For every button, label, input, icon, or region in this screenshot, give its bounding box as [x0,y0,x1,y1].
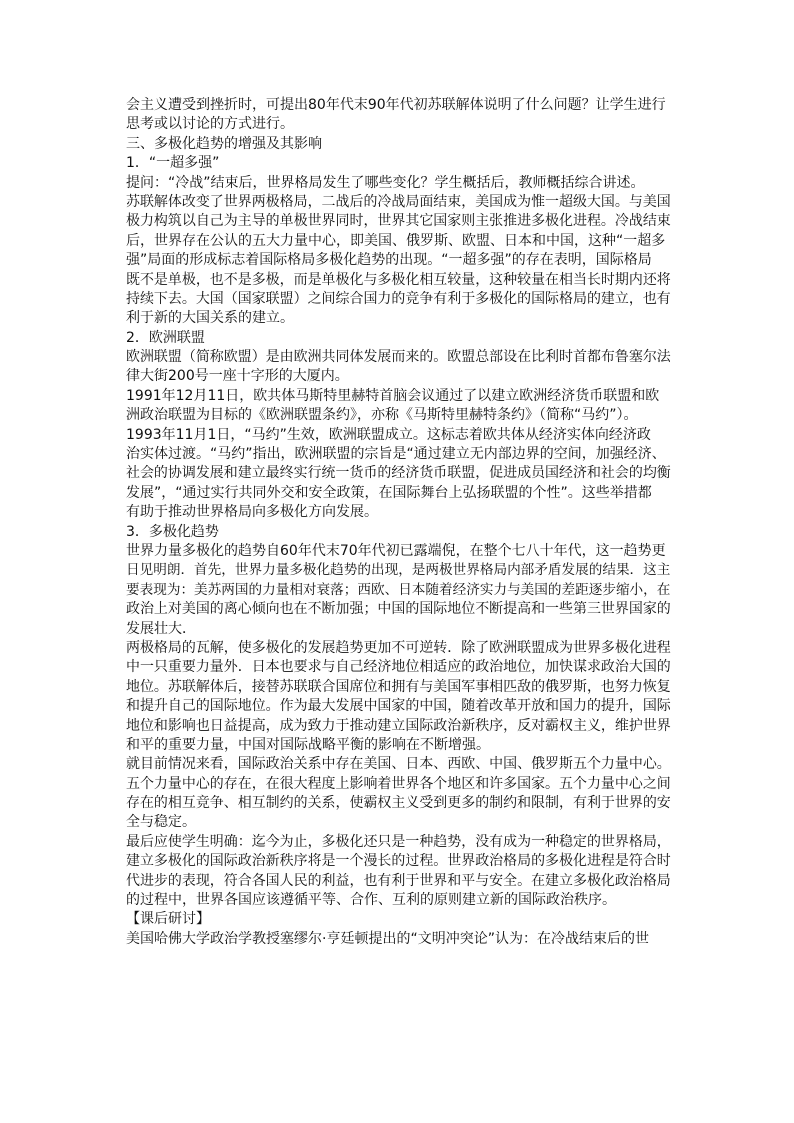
text-line: 律大街200号一座十字形的大厦内。 [126,368,349,385]
text-line: 既不是单极，也不是多极，而是单极化与多极化相互较量，这种较量在相当长时期内还将 [126,271,671,288]
text-line: 全与稳定。 [126,814,196,831]
text-line: 代进步的表现，符合各国人民的利益，也有利于世界和平与安全。在建立多极化政治格局 [126,872,671,889]
text-line: 两极格局的瓦解，使多极化的发展趋势更加不可逆转．除了欧洲联盟成为世界多极化进程 [126,639,671,656]
text-line: 三、多极化趋势的增强及其影响 [126,135,322,152]
text-line: 地位和影响也日益提高，成为致力于推动建立国际政治新秩序，反对霸权主义，维护世界 [126,717,671,734]
text-line: 2．欧洲联盟 [126,329,205,346]
text-line: 思考或以讨论的方式进行。 [126,116,294,133]
text-line: 和平的重要力量，中国对国际战略平衡的影响在不断增强。 [126,736,490,753]
text-line: 五个力量中心的存在，在很大程度上影响着世界各个地区和许多国家。五个力量中心之间 [126,775,671,792]
text-line: 就目前情况来看，国际政治关系中存在美国、日本、西欧、中国、俄罗斯五个力量中心。 [126,756,671,773]
text-line: 世界力量多极化的趋势自60年代末70年代初已露端倪，在整个七八十年代，这一趋势更 [126,542,666,559]
text-line: 建立多极化的国际政治新秩序将是一个漫长的过程。世界政治格局的多极化进程是符合时 [126,853,671,870]
text-line: 强”局面的形成标志着国际格局多极化趋势的出现。“一超多强”的存在表明，国际格局 [126,252,652,269]
text-line: 要表现为：美苏两国的力量相对衰落；西欧、日本随着经济实力与美国的差距逐步缩小，在 [126,581,671,598]
text-line: 和提升自己的国际地位。作为最大发展中国家的中国，随着改革开放和国力的提升，国际 [126,698,671,715]
text-line: 的过程中，世界各国应该遵循平等、合作、互利的原则建立新的国际政治秩序。 [126,892,616,909]
text-line: 日见明朗．首先，世界力量多极化趋势的出现，是两极世界格局内部矛盾发展的结果．这主 [126,562,671,579]
text-line: 会主义遭受到挫折时，可提出80年代末90年代初苏联解体说明了什么问题？让学生进行 [126,97,666,113]
text-line: 利于新的大国关系的建立。 [126,310,294,327]
text-line: 社会的协调发展和建立最终实行统一货币的经济货币联盟，促进成员国经济和社会的均衡 [126,465,671,482]
text-line: 存在的相互竞争、相互制约的关系，使霸权主义受到更多的制约和限制，有利于世界的安 [126,795,671,812]
text-line: 政治上对美国的离心倾向也在不断加强；中国的国际地位不断提高和一些第三世界国家的 [126,601,671,618]
text-line: 苏联解体改变了世界两极格局，二战后的冷战局面结束，美国成为惟一超级大国。与美国 [126,193,671,210]
text-line: 发展”，“通过实行共同外交和安全政策，在国际舞台上弘扬联盟的个性”。这些举措都 [126,484,652,501]
document-body [126,96,671,949]
text-line: 欧洲联盟（简称欧盟）是由欧洲共同体发展而来的。欧盟总部设在比利时首都布鲁塞尔法 [126,349,671,366]
text-line: 地位。苏联解体后，接替苏联联合国席位和拥有与美国军事相匹敌的俄罗斯，也努力恢复 [126,678,671,695]
text-line: 治实体过渡。“马约”指出，欧洲联盟的宗旨是“通过建立无内部边界的空间，加强经济、 [126,446,666,463]
text-line: 【课后研讨】 [126,911,210,928]
text-line: 有助于推动世界格局向多极化方向发展。 [126,504,378,521]
text-line: 中一只重要力量外．日本也要求与自己经济地位相适应的政治地位，加快谋求政治大国的 [126,659,671,676]
text-line: 美国哈佛大学政治学教授塞缪尔·亨廷顿提出的“文明冲突论”认为：在冷战结束后的世 [126,930,649,947]
text-line: 后，世界存在公认的五大力量中心，即美国、俄罗斯、欧盟、日本和中国，这种“一超多 [126,232,666,249]
text-line: 持续下去。大国（国家联盟）之间综合国力的竞争有利于多极化的国际格局的建立，也有 [126,290,671,307]
text-line: 1991年12月11日，欧共体马斯特里赫特首脑会议通过了以建立欧洲经济货币联盟和欧 [126,387,660,404]
text-line: 洲政治联盟为目标的《欧洲联盟条约》，亦称《马斯特里赫特条约》（简称“马约”）。 [126,407,638,424]
text-line: 3．多极化趋势 [126,523,219,540]
text-line: 1．“一超多强” [126,155,220,172]
text-line: 1993年11月1日，“马约”生效，欧洲联盟成立。这标志着欧共体从经济实体向经济政 [126,426,651,443]
text-line: 极力构筑以自己为主导的单极世界同时，世界其它国家则主张推进多极化进程。冷战结束 [126,213,671,230]
text-line: 发展壮大． [126,620,196,637]
text-line: 提问：“冷战”结束后，世界格局发生了哪些变化？学生概括后，教师概括综合讲述。 [126,174,645,191]
text-line: 最后应使学生明确：迄今为止，多极化还只是一种趋势，没有成为一种稳定的世界格局， [126,833,671,850]
